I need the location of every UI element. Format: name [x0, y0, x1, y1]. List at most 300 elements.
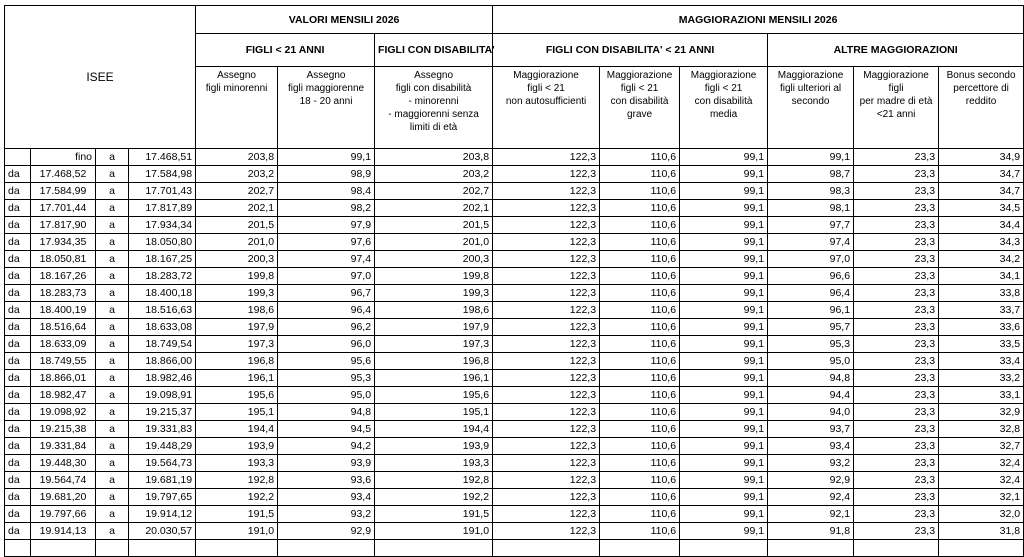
- isee-from-cell[interactable]: 17.817,90: [31, 217, 96, 234]
- value-cell[interactable]: 34,4: [939, 217, 1024, 234]
- isee-to-cell[interactable]: [129, 540, 196, 557]
- prefix-cell[interactable]: da: [5, 166, 31, 183]
- value-cell[interactable]: 95,0: [278, 387, 375, 404]
- prefix-cell[interactable]: da: [5, 200, 31, 217]
- value-cell[interactable]: 23,3: [854, 285, 939, 302]
- value-cell[interactable]: 99,1: [680, 387, 768, 404]
- figli-disabilita-21-header[interactable]: FIGLI CON DISABILITA' < 21 ANNI: [493, 34, 768, 67]
- value-cell[interactable]: 93,6: [278, 472, 375, 489]
- value-cell[interactable]: [375, 540, 493, 557]
- range-separator-cell[interactable]: a: [96, 353, 129, 370]
- value-cell[interactable]: 32,4: [939, 472, 1024, 489]
- value-cell[interactable]: 202,1: [196, 200, 278, 217]
- value-cell[interactable]: 122,3: [493, 285, 600, 302]
- maggiorazioni-mensili-header[interactable]: MAGGIORAZIONI MENSILI 2026: [493, 6, 1024, 34]
- value-cell[interactable]: 33,6: [939, 319, 1024, 336]
- range-separator-cell[interactable]: a: [96, 285, 129, 302]
- value-cell[interactable]: 34,7: [939, 183, 1024, 200]
- isee-from-cell[interactable]: 19.797,66: [31, 506, 96, 523]
- isee-from-cell[interactable]: fino: [31, 149, 96, 166]
- value-cell[interactable]: 122,3: [493, 489, 600, 506]
- value-cell[interactable]: 98,1: [768, 200, 854, 217]
- value-cell[interactable]: 23,3: [854, 166, 939, 183]
- value-cell[interactable]: 94,8: [278, 404, 375, 421]
- range-separator-cell[interactable]: a: [96, 319, 129, 336]
- value-cell[interactable]: 99,1: [680, 285, 768, 302]
- value-cell[interactable]: 23,3: [854, 506, 939, 523]
- prefix-cell[interactable]: da: [5, 421, 31, 438]
- value-cell[interactable]: 99,1: [680, 336, 768, 353]
- value-cell[interactable]: 122,3: [493, 166, 600, 183]
- value-cell[interactable]: 97,4: [768, 234, 854, 251]
- range-separator-cell[interactable]: a: [96, 404, 129, 421]
- value-cell[interactable]: 32,1: [939, 489, 1024, 506]
- value-cell[interactable]: 195,6: [375, 387, 493, 404]
- value-cell[interactable]: 203,8: [375, 149, 493, 166]
- value-cell[interactable]: 197,9: [375, 319, 493, 336]
- value-cell[interactable]: 203,2: [196, 166, 278, 183]
- value-cell[interactable]: 110,6: [600, 183, 680, 200]
- prefix-cell[interactable]: da: [5, 506, 31, 523]
- value-cell[interactable]: 23,3: [854, 455, 939, 472]
- isee-to-cell[interactable]: 18.516,63: [129, 302, 196, 319]
- value-cell[interactable]: 32,7: [939, 438, 1024, 455]
- isee-from-cell[interactable]: 19.215,38: [31, 421, 96, 438]
- prefix-cell[interactable]: da: [5, 319, 31, 336]
- value-cell[interactable]: 196,1: [375, 370, 493, 387]
- value-cell[interactable]: [493, 540, 600, 557]
- figli-21-header[interactable]: FIGLI < 21 ANNI: [196, 34, 375, 67]
- value-cell[interactable]: 99,1: [278, 149, 375, 166]
- value-cell[interactable]: 191,0: [196, 523, 278, 540]
- isee-to-cell[interactable]: 18.167,25: [129, 251, 196, 268]
- value-cell[interactable]: 198,6: [375, 302, 493, 319]
- isee-from-cell[interactable]: 19.914,13: [31, 523, 96, 540]
- value-cell[interactable]: [854, 540, 939, 557]
- value-cell[interactable]: 96,7: [278, 285, 375, 302]
- value-cell[interactable]: 122,3: [493, 268, 600, 285]
- isee-from-cell[interactable]: 19.681,20: [31, 489, 96, 506]
- value-cell[interactable]: 99,1: [680, 149, 768, 166]
- isee-from-cell[interactable]: 17.934,35: [31, 234, 96, 251]
- value-cell[interactable]: 93,9: [278, 455, 375, 472]
- value-cell[interactable]: 99,1: [680, 166, 768, 183]
- value-cell[interactable]: 122,3: [493, 370, 600, 387]
- value-cell[interactable]: 122,3: [493, 336, 600, 353]
- value-cell[interactable]: 23,3: [854, 149, 939, 166]
- value-cell[interactable]: 99,1: [680, 268, 768, 285]
- value-cell[interactable]: 122,3: [493, 183, 600, 200]
- isee-from-cell[interactable]: 18.400,19: [31, 302, 96, 319]
- value-cell[interactable]: 122,3: [493, 404, 600, 421]
- range-separator-cell[interactable]: a: [96, 251, 129, 268]
- value-cell[interactable]: 110,6: [600, 234, 680, 251]
- value-cell[interactable]: 95,6: [278, 353, 375, 370]
- prefix-cell[interactable]: da: [5, 268, 31, 285]
- value-cell[interactable]: 202,7: [375, 183, 493, 200]
- value-cell[interactable]: 33,8: [939, 285, 1024, 302]
- isee-to-cell[interactable]: 17.584,98: [129, 166, 196, 183]
- isee-from-cell[interactable]: 18.749,55: [31, 353, 96, 370]
- valori-mensili-header[interactable]: VALORI MENSILI 2026: [196, 6, 493, 34]
- value-cell[interactable]: 191,0: [375, 523, 493, 540]
- prefix-cell[interactable]: da: [5, 234, 31, 251]
- value-cell[interactable]: 23,3: [854, 200, 939, 217]
- value-cell[interactable]: 122,3: [493, 200, 600, 217]
- value-cell[interactable]: 201,0: [196, 234, 278, 251]
- value-cell[interactable]: 99,1: [768, 149, 854, 166]
- value-cell[interactable]: 23,3: [854, 319, 939, 336]
- value-cell[interactable]: 94,8: [768, 370, 854, 387]
- value-cell[interactable]: 34,9: [939, 149, 1024, 166]
- isee-to-cell[interactable]: 17.701,43: [129, 183, 196, 200]
- prefix-cell[interactable]: da: [5, 404, 31, 421]
- isee-header[interactable]: ISEE: [5, 6, 196, 149]
- isee-to-cell[interactable]: 19.098,91: [129, 387, 196, 404]
- prefix-cell[interactable]: [5, 149, 31, 166]
- value-cell[interactable]: 197,3: [196, 336, 278, 353]
- value-cell[interactable]: 203,8: [196, 149, 278, 166]
- value-cell[interactable]: 95,0: [768, 353, 854, 370]
- value-cell[interactable]: 33,2: [939, 370, 1024, 387]
- isee-from-cell[interactable]: 17.584,99: [31, 183, 96, 200]
- value-cell[interactable]: 23,3: [854, 523, 939, 540]
- range-separator-cell[interactable]: a: [96, 472, 129, 489]
- value-cell[interactable]: 94,4: [768, 387, 854, 404]
- isee-from-cell[interactable]: 19.448,30: [31, 455, 96, 472]
- isee-from-cell[interactable]: 19.331,84: [31, 438, 96, 455]
- prefix-cell[interactable]: da: [5, 302, 31, 319]
- value-cell[interactable]: 110,6: [600, 387, 680, 404]
- prefix-cell[interactable]: da: [5, 523, 31, 540]
- value-cell[interactable]: 96,0: [278, 336, 375, 353]
- value-cell[interactable]: 33,7: [939, 302, 1024, 319]
- range-separator-cell[interactable]: a: [96, 387, 129, 404]
- prefix-cell[interactable]: da: [5, 455, 31, 472]
- isee-to-cell[interactable]: 19.914,12: [129, 506, 196, 523]
- value-cell[interactable]: 94,5: [278, 421, 375, 438]
- isee-to-cell[interactable]: 19.564,73: [129, 455, 196, 472]
- value-cell[interactable]: [680, 540, 768, 557]
- column-header-4[interactable]: [493, 67, 600, 149]
- value-cell[interactable]: 200,3: [375, 251, 493, 268]
- isee-from-cell[interactable]: 19.098,92: [31, 404, 96, 421]
- value-cell[interactable]: 192,8: [196, 472, 278, 489]
- column-header-2[interactable]: [278, 67, 375, 149]
- value-cell[interactable]: 99,1: [680, 438, 768, 455]
- value-cell[interactable]: 199,3: [375, 285, 493, 302]
- value-cell[interactable]: 202,1: [375, 200, 493, 217]
- altre-maggiorazioni-header[interactable]: ALTRE MAGGIORAZIONI: [768, 34, 1024, 67]
- isee-from-cell[interactable]: 18.283,73: [31, 285, 96, 302]
- value-cell[interactable]: 194,4: [375, 421, 493, 438]
- value-cell[interactable]: [768, 540, 854, 557]
- value-cell[interactable]: [939, 540, 1024, 557]
- value-cell[interactable]: 201,5: [375, 217, 493, 234]
- isee-from-cell[interactable]: 18.982,47: [31, 387, 96, 404]
- value-cell[interactable]: 99,1: [680, 455, 768, 472]
- value-cell[interactable]: 195,1: [196, 404, 278, 421]
- value-cell[interactable]: 92,4: [768, 489, 854, 506]
- value-cell[interactable]: 191,5: [375, 506, 493, 523]
- value-cell[interactable]: 203,2: [375, 166, 493, 183]
- value-cell[interactable]: 23,3: [854, 404, 939, 421]
- isee-from-cell[interactable]: 17.701,44: [31, 200, 96, 217]
- isee-to-cell[interactable]: 17.468,51: [129, 149, 196, 166]
- prefix-cell[interactable]: da: [5, 387, 31, 404]
- isee-from-cell[interactable]: 18.167,26: [31, 268, 96, 285]
- value-cell[interactable]: 97,7: [768, 217, 854, 234]
- value-cell[interactable]: 122,3: [493, 251, 600, 268]
- value-cell[interactable]: 99,1: [680, 404, 768, 421]
- value-cell[interactable]: [196, 540, 278, 557]
- value-cell[interactable]: [600, 540, 680, 557]
- value-cell[interactable]: 197,3: [375, 336, 493, 353]
- value-cell[interactable]: 23,3: [854, 387, 939, 404]
- range-separator-cell[interactable]: a: [96, 506, 129, 523]
- value-cell[interactable]: 110,6: [600, 489, 680, 506]
- value-cell[interactable]: 99,1: [680, 200, 768, 217]
- prefix-cell[interactable]: da: [5, 217, 31, 234]
- prefix-cell[interactable]: da: [5, 285, 31, 302]
- prefix-cell[interactable]: da: [5, 251, 31, 268]
- value-cell[interactable]: 92,1: [768, 506, 854, 523]
- value-cell[interactable]: 196,8: [375, 353, 493, 370]
- value-cell[interactable]: 193,9: [375, 438, 493, 455]
- range-separator-cell[interactable]: a: [96, 149, 129, 166]
- isee-from-cell[interactable]: 18.516,64: [31, 319, 96, 336]
- value-cell[interactable]: 98,3: [768, 183, 854, 200]
- value-cell[interactable]: 98,2: [278, 200, 375, 217]
- value-cell[interactable]: 193,3: [196, 455, 278, 472]
- isee-to-cell[interactable]: 20.030,57: [129, 523, 196, 540]
- value-cell[interactable]: 97,0: [768, 251, 854, 268]
- value-cell[interactable]: 94,0: [768, 404, 854, 421]
- value-cell[interactable]: 93,2: [768, 455, 854, 472]
- value-cell[interactable]: 110,6: [600, 217, 680, 234]
- prefix-cell[interactable]: da: [5, 489, 31, 506]
- value-cell[interactable]: 98,9: [278, 166, 375, 183]
- value-cell[interactable]: 33,5: [939, 336, 1024, 353]
- value-cell[interactable]: 94,2: [278, 438, 375, 455]
- column-header-5[interactable]: [600, 67, 680, 149]
- range-separator-cell[interactable]: a: [96, 523, 129, 540]
- value-cell[interactable]: 92,9: [278, 523, 375, 540]
- value-cell[interactable]: 23,3: [854, 438, 939, 455]
- value-cell[interactable]: 195,1: [375, 404, 493, 421]
- isee-to-cell[interactable]: 18.866,00: [129, 353, 196, 370]
- value-cell[interactable]: 122,3: [493, 149, 600, 166]
- value-cell[interactable]: 122,3: [493, 438, 600, 455]
- value-cell[interactable]: 200,3: [196, 251, 278, 268]
- value-cell[interactable]: 122,3: [493, 217, 600, 234]
- figli-disabilita-header[interactable]: FIGLI CON DISABILITA': [375, 34, 493, 67]
- value-cell[interactable]: 199,8: [196, 268, 278, 285]
- column-header-8[interactable]: [854, 67, 939, 149]
- value-cell[interactable]: 110,6: [600, 404, 680, 421]
- value-cell[interactable]: 96,4: [768, 285, 854, 302]
- prefix-cell[interactable]: da: [5, 370, 31, 387]
- value-cell[interactable]: 110,6: [600, 200, 680, 217]
- value-cell[interactable]: 93,4: [768, 438, 854, 455]
- value-cell[interactable]: 192,8: [375, 472, 493, 489]
- value-cell[interactable]: 122,3: [493, 353, 600, 370]
- isee-to-cell[interactable]: 19.448,29: [129, 438, 196, 455]
- value-cell[interactable]: 34,7: [939, 166, 1024, 183]
- value-cell[interactable]: 193,3: [375, 455, 493, 472]
- range-separator-cell[interactable]: a: [96, 183, 129, 200]
- value-cell[interactable]: 33,4: [939, 353, 1024, 370]
- value-cell[interactable]: 122,3: [493, 234, 600, 251]
- prefix-cell[interactable]: da: [5, 183, 31, 200]
- value-cell[interactable]: 201,5: [196, 217, 278, 234]
- value-cell[interactable]: 97,4: [278, 251, 375, 268]
- isee-to-cell[interactable]: 18.050,80: [129, 234, 196, 251]
- range-separator-cell[interactable]: a: [96, 370, 129, 387]
- isee-from-cell[interactable]: [31, 540, 96, 557]
- value-cell[interactable]: 99,1: [680, 183, 768, 200]
- isee-from-cell[interactable]: 17.468,52: [31, 166, 96, 183]
- value-cell[interactable]: 32,8: [939, 421, 1024, 438]
- value-cell[interactable]: 191,5: [196, 506, 278, 523]
- value-cell[interactable]: 95,3: [768, 336, 854, 353]
- value-cell[interactable]: 99,1: [680, 370, 768, 387]
- value-cell[interactable]: 23,3: [854, 183, 939, 200]
- value-cell[interactable]: 23,3: [854, 353, 939, 370]
- value-cell[interactable]: 23,3: [854, 302, 939, 319]
- prefix-cell[interactable]: da: [5, 472, 31, 489]
- value-cell[interactable]: 110,6: [600, 302, 680, 319]
- value-cell[interactable]: 201,0: [375, 234, 493, 251]
- value-cell[interactable]: 110,6: [600, 370, 680, 387]
- range-separator-cell[interactable]: a: [96, 200, 129, 217]
- value-cell[interactable]: 192,2: [375, 489, 493, 506]
- value-cell[interactable]: 193,9: [196, 438, 278, 455]
- value-cell[interactable]: 34,2: [939, 251, 1024, 268]
- range-separator-cell[interactable]: a: [96, 455, 129, 472]
- range-separator-cell[interactable]: a: [96, 302, 129, 319]
- range-separator-cell[interactable]: a: [96, 234, 129, 251]
- value-cell[interactable]: 99,1: [680, 302, 768, 319]
- value-cell[interactable]: 99,1: [680, 506, 768, 523]
- isee-to-cell[interactable]: 18.400,18: [129, 285, 196, 302]
- value-cell[interactable]: 199,8: [375, 268, 493, 285]
- prefix-cell[interactable]: da: [5, 353, 31, 370]
- value-cell[interactable]: 122,3: [493, 506, 600, 523]
- value-cell[interactable]: 23,3: [854, 268, 939, 285]
- value-cell[interactable]: 93,4: [278, 489, 375, 506]
- column-header-7[interactable]: [768, 67, 854, 149]
- value-cell[interactable]: 23,3: [854, 370, 939, 387]
- value-cell[interactable]: 32,4: [939, 455, 1024, 472]
- value-cell[interactable]: 99,1: [680, 217, 768, 234]
- value-cell[interactable]: 198,6: [196, 302, 278, 319]
- column-header-6[interactable]: [680, 67, 768, 149]
- value-cell[interactable]: 110,6: [600, 166, 680, 183]
- isee-to-cell[interactable]: 18.982,46: [129, 370, 196, 387]
- value-cell[interactable]: 97,6: [278, 234, 375, 251]
- value-cell[interactable]: 195,6: [196, 387, 278, 404]
- value-cell[interactable]: 122,3: [493, 472, 600, 489]
- value-cell[interactable]: 97,9: [278, 217, 375, 234]
- value-cell[interactable]: 122,3: [493, 523, 600, 540]
- isee-to-cell[interactable]: 17.934,34: [129, 217, 196, 234]
- value-cell[interactable]: 34,5: [939, 200, 1024, 217]
- value-cell[interactable]: 98,7: [768, 166, 854, 183]
- isee-from-cell[interactable]: 18.866,01: [31, 370, 96, 387]
- value-cell[interactable]: 110,6: [600, 251, 680, 268]
- range-separator-cell[interactable]: a: [96, 438, 129, 455]
- isee-to-cell[interactable]: 18.749,54: [129, 336, 196, 353]
- isee-to-cell[interactable]: 19.331,83: [129, 421, 196, 438]
- value-cell[interactable]: 92,9: [768, 472, 854, 489]
- value-cell[interactable]: 110,6: [600, 285, 680, 302]
- value-cell[interactable]: 23,3: [854, 472, 939, 489]
- value-cell[interactable]: 99,1: [680, 489, 768, 506]
- value-cell[interactable]: 34,1: [939, 268, 1024, 285]
- range-separator-cell[interactable]: a: [96, 489, 129, 506]
- value-cell[interactable]: 199,3: [196, 285, 278, 302]
- prefix-cell[interactable]: da: [5, 336, 31, 353]
- value-cell[interactable]: 110,6: [600, 268, 680, 285]
- value-cell[interactable]: 99,1: [680, 319, 768, 336]
- value-cell[interactable]: 99,1: [680, 472, 768, 489]
- value-cell[interactable]: 96,1: [768, 302, 854, 319]
- value-cell[interactable]: 96,2: [278, 319, 375, 336]
- value-cell[interactable]: 93,7: [768, 421, 854, 438]
- value-cell[interactable]: 110,6: [600, 336, 680, 353]
- isee-to-cell[interactable]: 18.283,72: [129, 268, 196, 285]
- value-cell[interactable]: 110,6: [600, 523, 680, 540]
- value-cell[interactable]: 99,1: [680, 421, 768, 438]
- value-cell[interactable]: 99,1: [680, 353, 768, 370]
- value-cell[interactable]: 93,2: [278, 506, 375, 523]
- isee-from-cell[interactable]: 18.633,09: [31, 336, 96, 353]
- isee-to-cell[interactable]: 19.681,19: [129, 472, 196, 489]
- value-cell[interactable]: 110,6: [600, 455, 680, 472]
- value-cell[interactable]: 202,7: [196, 183, 278, 200]
- value-cell[interactable]: 110,6: [600, 319, 680, 336]
- value-cell[interactable]: [278, 540, 375, 557]
- value-cell[interactable]: 32,0: [939, 506, 1024, 523]
- value-cell[interactable]: 32,9: [939, 404, 1024, 421]
- column-header-1[interactable]: [196, 67, 278, 149]
- value-cell[interactable]: 110,6: [600, 506, 680, 523]
- value-cell[interactable]: 99,1: [680, 234, 768, 251]
- isee-to-cell[interactable]: 18.633,08: [129, 319, 196, 336]
- prefix-cell[interactable]: [5, 540, 31, 557]
- value-cell[interactable]: 23,3: [854, 251, 939, 268]
- value-cell[interactable]: 96,6: [768, 268, 854, 285]
- value-cell[interactable]: 23,3: [854, 217, 939, 234]
- value-cell[interactable]: 122,3: [493, 387, 600, 404]
- column-header-9[interactable]: [939, 67, 1024, 149]
- value-cell[interactable]: 196,1: [196, 370, 278, 387]
- value-cell[interactable]: 122,3: [493, 319, 600, 336]
- value-cell[interactable]: 122,3: [493, 455, 600, 472]
- value-cell[interactable]: 110,6: [600, 472, 680, 489]
- value-cell[interactable]: 196,8: [196, 353, 278, 370]
- value-cell[interactable]: 99,1: [680, 523, 768, 540]
- value-cell[interactable]: 197,9: [196, 319, 278, 336]
- value-cell[interactable]: 23,3: [854, 336, 939, 353]
- value-cell[interactable]: 23,3: [854, 234, 939, 251]
- value-cell[interactable]: 33,1: [939, 387, 1024, 404]
- isee-from-cell[interactable]: 18.050,81: [31, 251, 96, 268]
- value-cell[interactable]: 97,0: [278, 268, 375, 285]
- value-cell[interactable]: 194,4: [196, 421, 278, 438]
- range-separator-cell[interactable]: a: [96, 421, 129, 438]
